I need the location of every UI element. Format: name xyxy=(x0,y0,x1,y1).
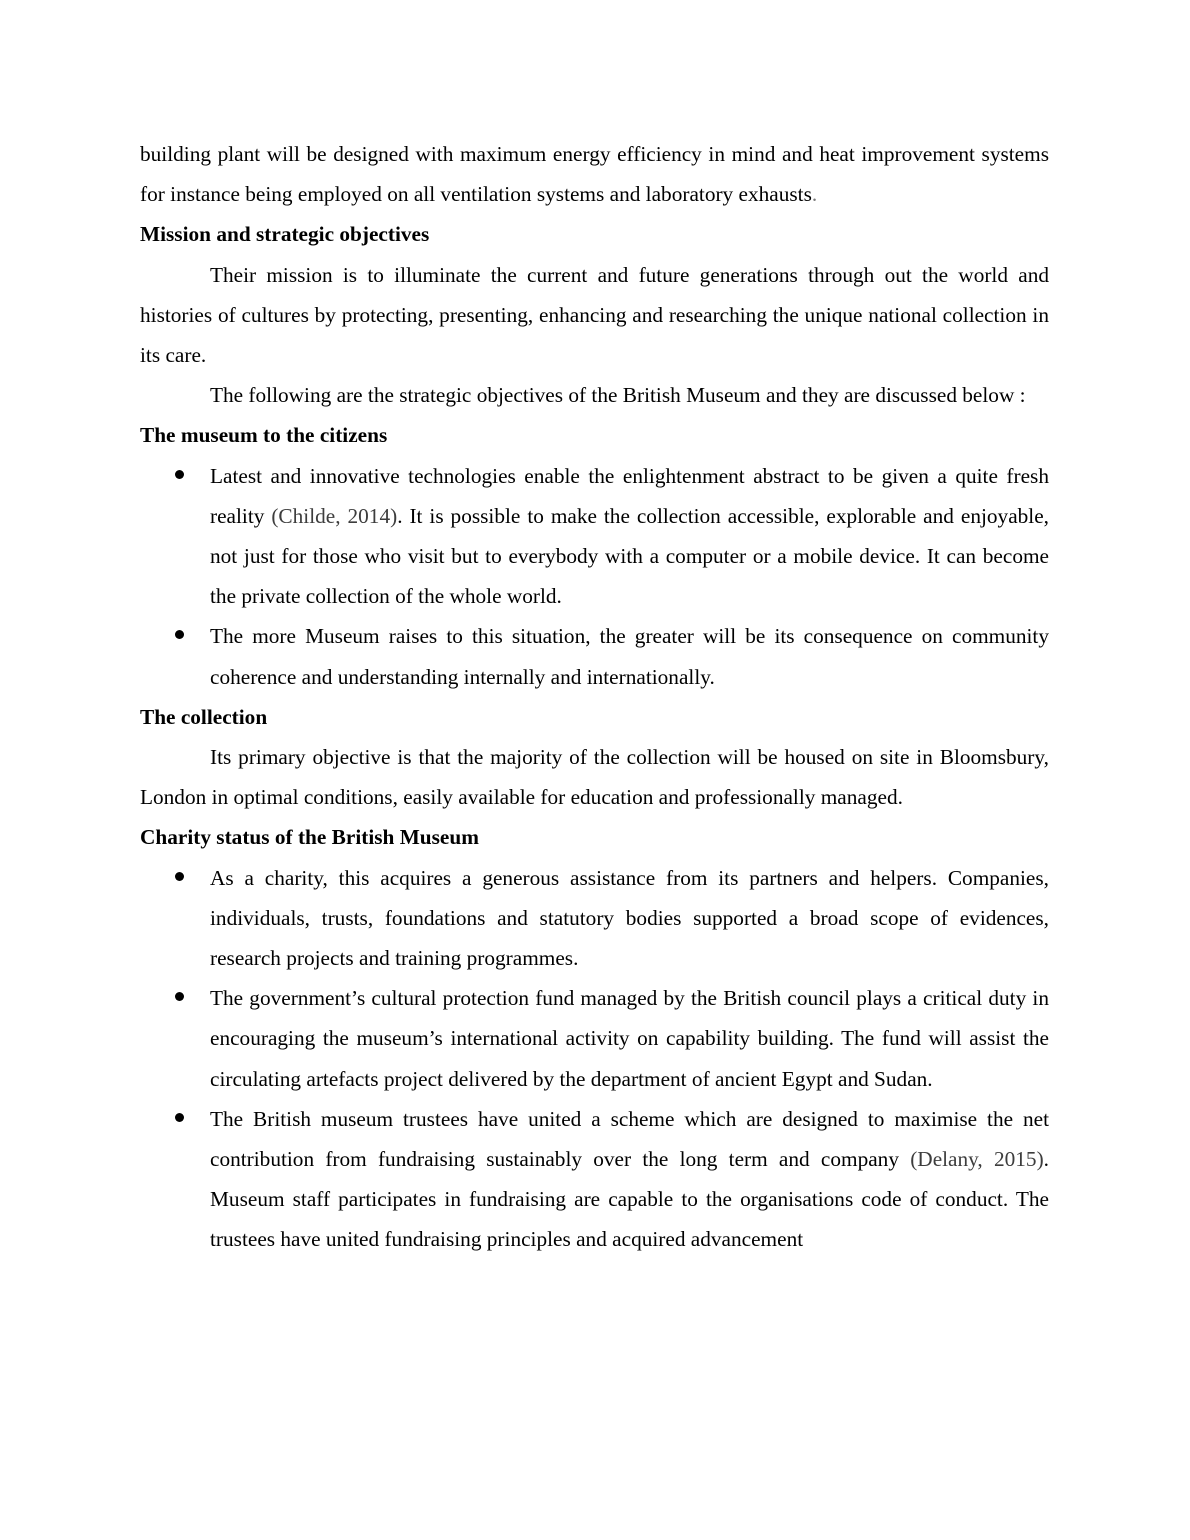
intro-paragraph xyxy=(140,134,1049,214)
bullet-text-continued: . Museum staff participates in fundraising are capable to the organisations code of conduct. The trustees have united fundraising principles and acquired advancement xyxy=(210,1147,1049,1252)
intro-trailing-period: . xyxy=(811,182,818,207)
bullet-icon xyxy=(175,992,184,1001)
section-heading-collection: The collection xyxy=(140,704,268,729)
bullet-text-continued: . It is possible to make the collection accessible, explorable and enjoyable, not just for those who visit but to everybody with a computer or a mobile device. It can become the private collection of the whole world. xyxy=(210,503,1049,609)
bullet-text: As a charity, this acquires a generous assistance from its partners and helpers. Companies, individuals, trusts, foundations and statutory bodies supported a broad scope of evidences, research projects and training programmes. xyxy=(210,865,1049,971)
list-item xyxy=(140,1099,1049,1260)
bullet-icon xyxy=(175,872,184,881)
objectives-intro-paragraph: The following are the strategic objectives of the British Museum and they are discussed below : xyxy=(210,383,1026,408)
bullet-icon xyxy=(175,630,184,639)
mission-paragraph: Their mission is to illuminate the current and future generations through out the world and histories of cultures by protecting, presenting, enhancing and researching the unique national collection in its care. xyxy=(140,262,1049,368)
bullet-text: The British museum trustees have united a scheme which are designed to maximise the net contribution from fundraising sustainably over the long term and company xyxy=(210,1106,1049,1172)
list-item xyxy=(140,616,1049,696)
list-item xyxy=(140,978,1049,1099)
bullet-icon xyxy=(175,470,184,479)
citation: (Childe, 2014) xyxy=(271,503,398,528)
section-heading-mission: Mission and strategic objectives xyxy=(140,222,430,247)
citizens-bullet-list xyxy=(140,456,1049,697)
charity-bullet-list xyxy=(140,858,1049,1260)
section-heading-citizens: The museum to the citizens xyxy=(140,423,388,448)
bullet-text: The government’s cultural protection fund managed by the British council plays a critical duty in encouraging the museum’s international activity on capability building. The fund will assist the circulating artefacts project delivered by the department of ancient Egypt and Sudan. xyxy=(210,986,1049,1091)
citation: (Delany, 2015) xyxy=(910,1147,1044,1172)
list-item xyxy=(140,858,1049,979)
collection-paragraph: Its primary objective is that the majority of the collection will be housed on site in Bloomsbury, London in optimal conditions, easily available for education and professionally managed. xyxy=(140,745,1049,810)
bullet-text: Latest and innovative technologies enable the enlightenment abstract to be given a quite fresh reality xyxy=(210,463,1049,528)
bullet-icon xyxy=(175,1113,184,1122)
bullet-text: The more Museum raises to this situation, the greater will be its consequence on community coherence and understanding internally and internationally. xyxy=(210,624,1049,689)
document-body xyxy=(140,134,1049,1260)
list-item xyxy=(140,456,1049,617)
intro-text: building plant will be designed with maximum energy efficiency in mind and heat improvement systems for instance being employed on all ventilation systems and laboratory exhausts xyxy=(140,142,1049,207)
section-heading-charity: Charity status of the British Museum xyxy=(140,825,479,850)
